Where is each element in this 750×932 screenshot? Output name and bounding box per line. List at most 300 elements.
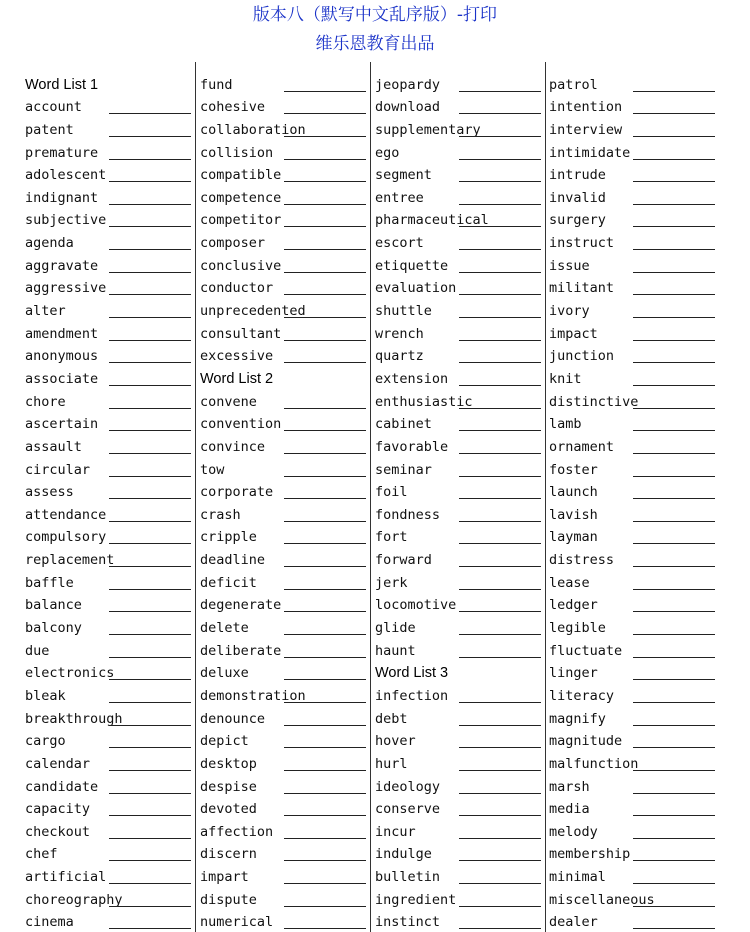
word-label: candidate <box>25 778 99 795</box>
word-label: instinct <box>375 914 441 931</box>
word-label: deficit <box>200 574 257 591</box>
word-entry <box>375 840 541 863</box>
word-entry <box>549 545 715 568</box>
word-entry <box>549 704 715 727</box>
word-entry <box>25 704 191 727</box>
word-label: miscellaneous <box>549 891 655 908</box>
word-entry <box>200 862 366 885</box>
answer-blank <box>284 860 366 861</box>
word-entry <box>375 568 541 591</box>
word-label: associate <box>25 370 99 387</box>
answer-blank <box>459 91 541 92</box>
word-entry <box>200 319 366 342</box>
word-label: distress <box>549 552 615 569</box>
word-entry <box>375 500 541 523</box>
word-entry <box>375 613 541 636</box>
answer-blank <box>284 159 366 160</box>
word-label: patent <box>25 121 74 138</box>
answer-blank <box>109 657 191 658</box>
answer-blank <box>459 476 541 477</box>
word-entry <box>549 93 715 116</box>
word-entry <box>25 455 191 478</box>
answer-blank <box>459 294 541 295</box>
word-entry <box>375 704 541 727</box>
answer-blank <box>284 725 366 726</box>
word-entry <box>549 138 715 161</box>
answer-blank <box>459 747 541 748</box>
word-entry <box>200 817 366 840</box>
column-divider <box>545 62 546 932</box>
answer-blank <box>459 498 541 499</box>
word-label: ornament <box>549 438 615 455</box>
word-label: enthusiastic <box>375 393 473 410</box>
word-entry <box>549 749 715 772</box>
word-label: compulsory <box>25 529 107 546</box>
word-label: account <box>25 99 82 116</box>
word-list-heading <box>375 659 541 682</box>
word-entry <box>549 885 715 908</box>
answer-blank <box>284 226 366 227</box>
word-label: electronics <box>25 665 115 682</box>
answer-blank <box>633 498 715 499</box>
answer-blank <box>633 815 715 816</box>
word-label: competence <box>200 189 282 206</box>
answer-blank <box>633 294 715 295</box>
word-label: convention <box>200 416 282 433</box>
word-label: jerk <box>375 574 408 591</box>
word-entry <box>375 862 541 885</box>
word-entry <box>200 138 366 161</box>
word-entry <box>549 568 715 591</box>
answer-blank <box>633 566 715 567</box>
word-entry <box>549 613 715 636</box>
word-label: bleak <box>25 687 66 704</box>
word-label: assault <box>25 438 82 455</box>
word-label: due <box>25 642 50 659</box>
word-label: knit <box>549 370 582 387</box>
word-entry <box>200 636 366 659</box>
answer-blank <box>284 249 366 250</box>
word-entry <box>375 908 541 931</box>
word-label: lavish <box>549 506 598 523</box>
heading-label: Word List 2 <box>200 370 274 387</box>
word-label: intrude <box>549 167 606 184</box>
word-entry <box>549 319 715 342</box>
answer-blank <box>633 928 715 929</box>
answer-blank <box>459 521 541 522</box>
word-entry <box>549 817 715 840</box>
word-entry <box>200 251 366 274</box>
answer-blank <box>284 113 366 114</box>
word-label: conductor <box>200 280 274 297</box>
answer-blank <box>633 657 715 658</box>
word-entry <box>549 410 715 433</box>
answer-blank <box>109 136 191 137</box>
word-label: wrench <box>375 325 424 342</box>
word-entry <box>200 772 366 795</box>
word-label: hover <box>375 733 416 750</box>
word-label: deluxe <box>200 665 249 682</box>
answer-blank <box>633 159 715 160</box>
word-label: lease <box>549 574 590 591</box>
word-entry <box>549 455 715 478</box>
page-title: 版本八（默写中文乱序版）-打印 <box>252 5 498 25</box>
word-label: escort <box>375 235 424 252</box>
word-entry <box>375 591 541 614</box>
answer-blank <box>109 362 191 363</box>
word-label: artificial <box>25 869 107 886</box>
word-label: bulletin <box>375 869 441 886</box>
answer-blank <box>459 181 541 182</box>
answer-blank <box>459 272 541 273</box>
word-label: agenda <box>25 235 74 252</box>
word-entry <box>549 500 715 523</box>
word-label: competitor <box>200 212 282 229</box>
answer-blank <box>633 453 715 454</box>
word-entry <box>25 364 191 387</box>
word-label: alter <box>25 303 66 320</box>
answer-blank <box>633 340 715 341</box>
answer-blank <box>633 430 715 431</box>
answer-blank <box>633 249 715 250</box>
word-entry <box>200 93 366 116</box>
answer-blank <box>109 340 191 341</box>
answer-blank <box>633 793 715 794</box>
answer-blank <box>459 566 541 567</box>
word-label: composer <box>200 235 266 252</box>
answer-blank <box>633 838 715 839</box>
answer-blank <box>284 362 366 363</box>
word-entry <box>25 206 191 229</box>
word-label: membership <box>549 846 631 863</box>
word-label: excessive <box>200 348 274 365</box>
word-entry <box>25 636 191 659</box>
word-list-heading <box>25 70 191 93</box>
word-label: cripple <box>200 529 257 546</box>
answer-blank <box>109 317 191 318</box>
answer-blank <box>109 702 191 703</box>
answer-blank <box>109 113 191 114</box>
answer-blank <box>109 249 191 250</box>
word-label: aggressive <box>25 280 107 297</box>
word-label: magnitude <box>549 733 623 750</box>
answer-blank <box>109 815 191 816</box>
answer-blank <box>284 521 366 522</box>
word-label: compatible <box>200 167 282 184</box>
word-entry <box>549 206 715 229</box>
word-label: ingredient <box>375 891 457 908</box>
word-label: replacement <box>25 552 115 569</box>
answer-blank <box>633 385 715 386</box>
answer-blank <box>284 204 366 205</box>
answer-blank <box>633 860 715 861</box>
word-entry <box>25 274 191 297</box>
word-label: discern <box>200 846 257 863</box>
word-label: marsh <box>549 778 590 795</box>
word-entry <box>25 795 191 818</box>
word-column-2 <box>200 70 366 930</box>
word-label: despise <box>200 778 257 795</box>
word-label: literacy <box>549 687 615 704</box>
word-entry <box>549 183 715 206</box>
answer-blank <box>459 838 541 839</box>
word-entry <box>25 659 191 682</box>
word-label: indulge <box>375 846 432 863</box>
word-entry <box>549 591 715 614</box>
word-label: degenerate <box>200 597 282 614</box>
word-label: ivory <box>549 303 590 320</box>
word-entry <box>25 500 191 523</box>
answer-blank <box>284 317 366 318</box>
word-entry <box>200 749 366 772</box>
word-entry <box>200 115 366 138</box>
word-entry <box>375 636 541 659</box>
word-entry <box>25 523 191 546</box>
answer-blank <box>284 589 366 590</box>
answer-blank <box>284 272 366 273</box>
word-label: malfunction <box>549 755 639 772</box>
answer-blank <box>459 725 541 726</box>
word-label: magnify <box>549 710 606 727</box>
answer-blank <box>284 634 366 635</box>
word-entry <box>549 432 715 455</box>
word-entry <box>25 772 191 795</box>
answer-blank <box>284 566 366 567</box>
answer-blank <box>284 883 366 884</box>
word-label: chef <box>25 846 58 863</box>
word-entry <box>200 613 366 636</box>
answer-blank <box>459 543 541 544</box>
word-label: affection <box>200 823 274 840</box>
answer-blank <box>633 317 715 318</box>
word-label: balcony <box>25 620 82 637</box>
answer-blank <box>633 543 715 544</box>
answer-blank <box>109 543 191 544</box>
word-entry <box>375 545 541 568</box>
word-entry <box>25 749 191 772</box>
answer-blank <box>109 226 191 227</box>
word-entry <box>375 523 541 546</box>
word-label: pharmaceutical <box>375 212 489 229</box>
word-entry <box>25 93 191 116</box>
word-label: balance <box>25 597 82 614</box>
word-label: supplementary <box>375 121 481 138</box>
word-entry <box>375 885 541 908</box>
answer-blank <box>109 272 191 273</box>
word-label: consultant <box>200 325 282 342</box>
word-label: extension <box>375 370 449 387</box>
answer-blank <box>284 611 366 612</box>
word-entry <box>25 681 191 704</box>
word-label: numerical <box>200 914 274 931</box>
answer-blank <box>109 679 191 680</box>
word-entry <box>549 772 715 795</box>
answer-blank <box>459 611 541 612</box>
word-label: intention <box>549 99 623 116</box>
word-entry <box>25 183 191 206</box>
answer-blank <box>633 272 715 273</box>
word-entry <box>200 274 366 297</box>
word-entry <box>375 364 541 387</box>
word-label: attendance <box>25 506 107 523</box>
word-label: media <box>549 801 590 818</box>
word-label: adolescent <box>25 167 107 184</box>
word-label: segment <box>375 167 432 184</box>
answer-blank <box>459 226 541 227</box>
word-label: desktop <box>200 755 257 772</box>
word-entry <box>25 228 191 251</box>
answer-blank <box>284 770 366 771</box>
word-entry <box>25 591 191 614</box>
word-label: infection <box>375 687 449 704</box>
word-label: assess <box>25 484 74 501</box>
answer-blank <box>284 340 366 341</box>
word-entry <box>549 228 715 251</box>
answer-blank <box>459 159 541 160</box>
word-entry <box>200 795 366 818</box>
answer-blank <box>109 906 191 907</box>
word-entry <box>375 183 541 206</box>
word-entry <box>25 862 191 885</box>
word-label: convince <box>200 438 266 455</box>
word-label: conserve <box>375 801 441 818</box>
word-entry <box>375 70 541 93</box>
word-entry <box>549 840 715 863</box>
answer-blank <box>459 860 541 861</box>
word-label: fluctuate <box>549 642 623 659</box>
word-entry <box>200 432 366 455</box>
word-label: surgery <box>549 212 606 229</box>
answer-blank <box>109 408 191 409</box>
answer-blank <box>633 702 715 703</box>
answer-blank <box>109 634 191 635</box>
word-label: breakthrough <box>25 710 123 727</box>
answer-blank <box>109 476 191 477</box>
word-label: seminar <box>375 461 432 478</box>
word-entry <box>200 455 366 478</box>
word-label: depict <box>200 733 249 750</box>
word-label: foster <box>549 461 598 478</box>
word-entry <box>25 296 191 319</box>
word-label: invalid <box>549 189 606 206</box>
word-entry <box>549 364 715 387</box>
word-entry <box>200 296 366 319</box>
answer-blank <box>109 793 191 794</box>
word-entry <box>375 319 541 342</box>
word-entry <box>200 840 366 863</box>
word-entry <box>549 727 715 750</box>
word-entry <box>200 591 366 614</box>
answer-blank <box>633 725 715 726</box>
word-entry <box>25 432 191 455</box>
word-label: baffle <box>25 574 74 591</box>
answer-blank <box>284 476 366 477</box>
word-entry <box>25 410 191 433</box>
word-entry <box>25 885 191 908</box>
page-subtitle: 维乐恩教育出品 <box>315 34 435 54</box>
word-entry <box>375 795 541 818</box>
answer-blank <box>633 521 715 522</box>
word-entry <box>200 410 366 433</box>
word-entry <box>375 138 541 161</box>
word-label: choreography <box>25 891 123 908</box>
answer-blank <box>633 476 715 477</box>
word-entry <box>25 545 191 568</box>
word-entry <box>549 274 715 297</box>
word-entry <box>375 410 541 433</box>
word-entry <box>25 319 191 342</box>
word-label: premature <box>25 144 99 161</box>
word-label: etiquette <box>375 257 449 274</box>
word-entry <box>549 636 715 659</box>
word-entry <box>549 70 715 93</box>
answer-blank <box>109 838 191 839</box>
word-label: deliberate <box>200 642 282 659</box>
word-label: capacity <box>25 801 91 818</box>
answer-blank <box>109 159 191 160</box>
word-label: anonymous <box>25 348 99 365</box>
word-label: cinema <box>25 914 74 931</box>
word-label: lamb <box>549 416 582 433</box>
word-entry <box>25 727 191 750</box>
word-label: deadline <box>200 552 266 569</box>
answer-blank <box>459 793 541 794</box>
word-entry <box>549 296 715 319</box>
answer-blank <box>109 181 191 182</box>
word-entry <box>200 885 366 908</box>
word-label: convene <box>200 393 257 410</box>
word-entry <box>25 138 191 161</box>
answer-blank <box>109 430 191 431</box>
word-label: fondness <box>375 506 441 523</box>
word-label: chore <box>25 393 66 410</box>
answer-blank <box>109 294 191 295</box>
answer-blank <box>284 657 366 658</box>
word-column-4 <box>549 70 715 930</box>
word-label: corporate <box>200 484 274 501</box>
answer-blank <box>284 543 366 544</box>
word-entry <box>200 681 366 704</box>
word-label: patrol <box>549 76 598 93</box>
word-label: conclusive <box>200 257 282 274</box>
word-label: incur <box>375 823 416 840</box>
answer-blank <box>459 408 541 409</box>
word-entry <box>25 840 191 863</box>
word-label: cabinet <box>375 416 432 433</box>
answer-blank <box>459 317 541 318</box>
answer-blank <box>633 747 715 748</box>
answer-blank <box>459 657 541 658</box>
answer-blank <box>284 91 366 92</box>
answer-blank <box>109 204 191 205</box>
answer-blank <box>109 589 191 590</box>
answer-blank <box>459 136 541 137</box>
word-label: linger <box>549 665 598 682</box>
word-entry <box>200 228 366 251</box>
word-entry <box>375 115 541 138</box>
answer-blank <box>633 634 715 635</box>
word-label: favorable <box>375 438 449 455</box>
word-label: ascertain <box>25 416 99 433</box>
word-label: militant <box>549 280 615 297</box>
answer-blank <box>459 906 541 907</box>
answer-blank <box>459 204 541 205</box>
answer-blank <box>459 249 541 250</box>
word-entry <box>375 387 541 410</box>
word-entry <box>25 161 191 184</box>
answer-blank <box>633 91 715 92</box>
word-entry <box>200 478 366 501</box>
